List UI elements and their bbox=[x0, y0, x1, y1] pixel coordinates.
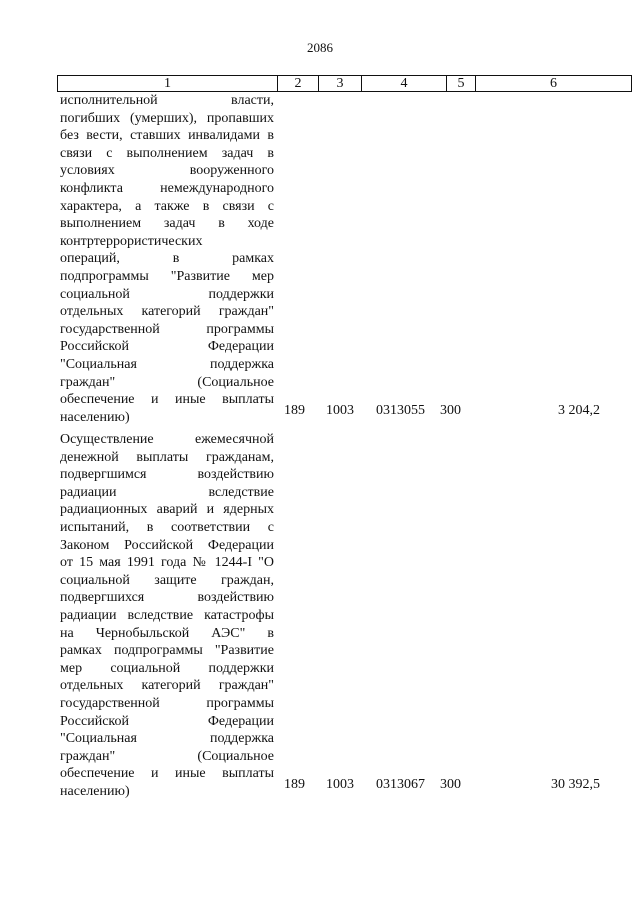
description-line: денежной выплаты гражданам, bbox=[60, 449, 274, 465]
description-line: погибших (умерших), пропавших bbox=[60, 110, 274, 126]
description-line: радиации вследствие bbox=[60, 484, 274, 500]
description-line: подпрограммы "Развитие мер bbox=[60, 268, 274, 284]
entry-code: 189 bbox=[284, 777, 305, 792]
description-line: исполнительной власти, bbox=[60, 93, 274, 108]
description-line: контртеррористических bbox=[60, 233, 203, 249]
description-line: радиационных аварий и ядерных bbox=[60, 502, 274, 518]
column-header-4: 4 bbox=[362, 76, 447, 92]
description-line: конфликта немеждународного bbox=[60, 180, 274, 196]
description-line: подвергшихся воздействию bbox=[60, 590, 274, 606]
description-line: обеспечение и иные выплаты bbox=[60, 766, 274, 782]
description-line: выполнением задач в ходе bbox=[60, 216, 274, 232]
entry-article: 0313067 bbox=[376, 777, 425, 792]
description-line: обеспечение и иные выплаты bbox=[60, 392, 274, 408]
description-line: населению) bbox=[60, 783, 130, 799]
description-line: радиации вследствие катастрофы bbox=[60, 607, 274, 623]
description-line: Российской Федерации bbox=[60, 713, 274, 729]
column-header-1: 1 bbox=[58, 76, 278, 92]
description-line: без вести, ставших инвалидами в bbox=[60, 128, 274, 144]
column-header-row bbox=[57, 75, 632, 92]
description-line: отдельных категорий граждан" bbox=[60, 678, 274, 694]
entry-article: 0313055 bbox=[376, 403, 425, 418]
description-line: от 15 мая 1991 года № 1244-I "О bbox=[60, 555, 274, 571]
description-line: подвергшимся воздействию bbox=[60, 467, 274, 483]
description-line: населению) bbox=[60, 409, 130, 425]
description-line: связи с выполнением задач в bbox=[60, 145, 274, 161]
description-line: характера, а также в связи с bbox=[60, 198, 274, 214]
entry-code: 189 bbox=[284, 403, 305, 418]
description-line: Российской Федерации bbox=[60, 339, 274, 355]
description-line: Законом Российской Федерации bbox=[60, 537, 274, 553]
description-line: Осуществление ежемесячной bbox=[60, 432, 274, 447]
column-header-2: 2 bbox=[278, 76, 319, 92]
entry-section: 1003 bbox=[326, 777, 354, 792]
page-number: 2086 bbox=[307, 40, 333, 55]
entry-amount: 30 392,5 bbox=[551, 777, 600, 792]
column-header-3: 3 bbox=[319, 76, 362, 92]
description-line: на Чернобыльской АЭС" в bbox=[60, 625, 274, 641]
description-line: граждан" (Социальное bbox=[60, 748, 274, 764]
description-line: "Социальная поддержка bbox=[60, 731, 274, 747]
description-line: отдельных категорий граждан" bbox=[60, 304, 274, 320]
column-header-6: 6 bbox=[476, 76, 632, 92]
description-line: операций, в рамках bbox=[60, 251, 274, 267]
description-line: государственной программы bbox=[60, 321, 274, 337]
description-line: социальной защите граждан, bbox=[60, 572, 274, 588]
entry-section: 1003 bbox=[326, 403, 354, 418]
description-line: социальной поддержки bbox=[60, 286, 274, 302]
entry-expense-type: 300 bbox=[440, 403, 461, 418]
entry-expense-type: 300 bbox=[440, 777, 461, 792]
entry-description bbox=[60, 431, 274, 800]
entry-description bbox=[60, 92, 274, 426]
column-header-5: 5 bbox=[447, 76, 476, 92]
description-line: граждан" (Социальное bbox=[60, 374, 274, 390]
description-line: государственной программы bbox=[60, 695, 274, 711]
entry-amount: 3 204,2 bbox=[558, 403, 600, 418]
description-line: рамках подпрограммы "Развитие bbox=[60, 643, 274, 659]
description-line: испытаний, в соответствии с bbox=[60, 519, 274, 535]
description-line: "Социальная поддержка bbox=[60, 356, 274, 372]
description-line: условиях вооруженного bbox=[60, 163, 274, 179]
description-line: мер социальной поддержки bbox=[60, 660, 274, 676]
